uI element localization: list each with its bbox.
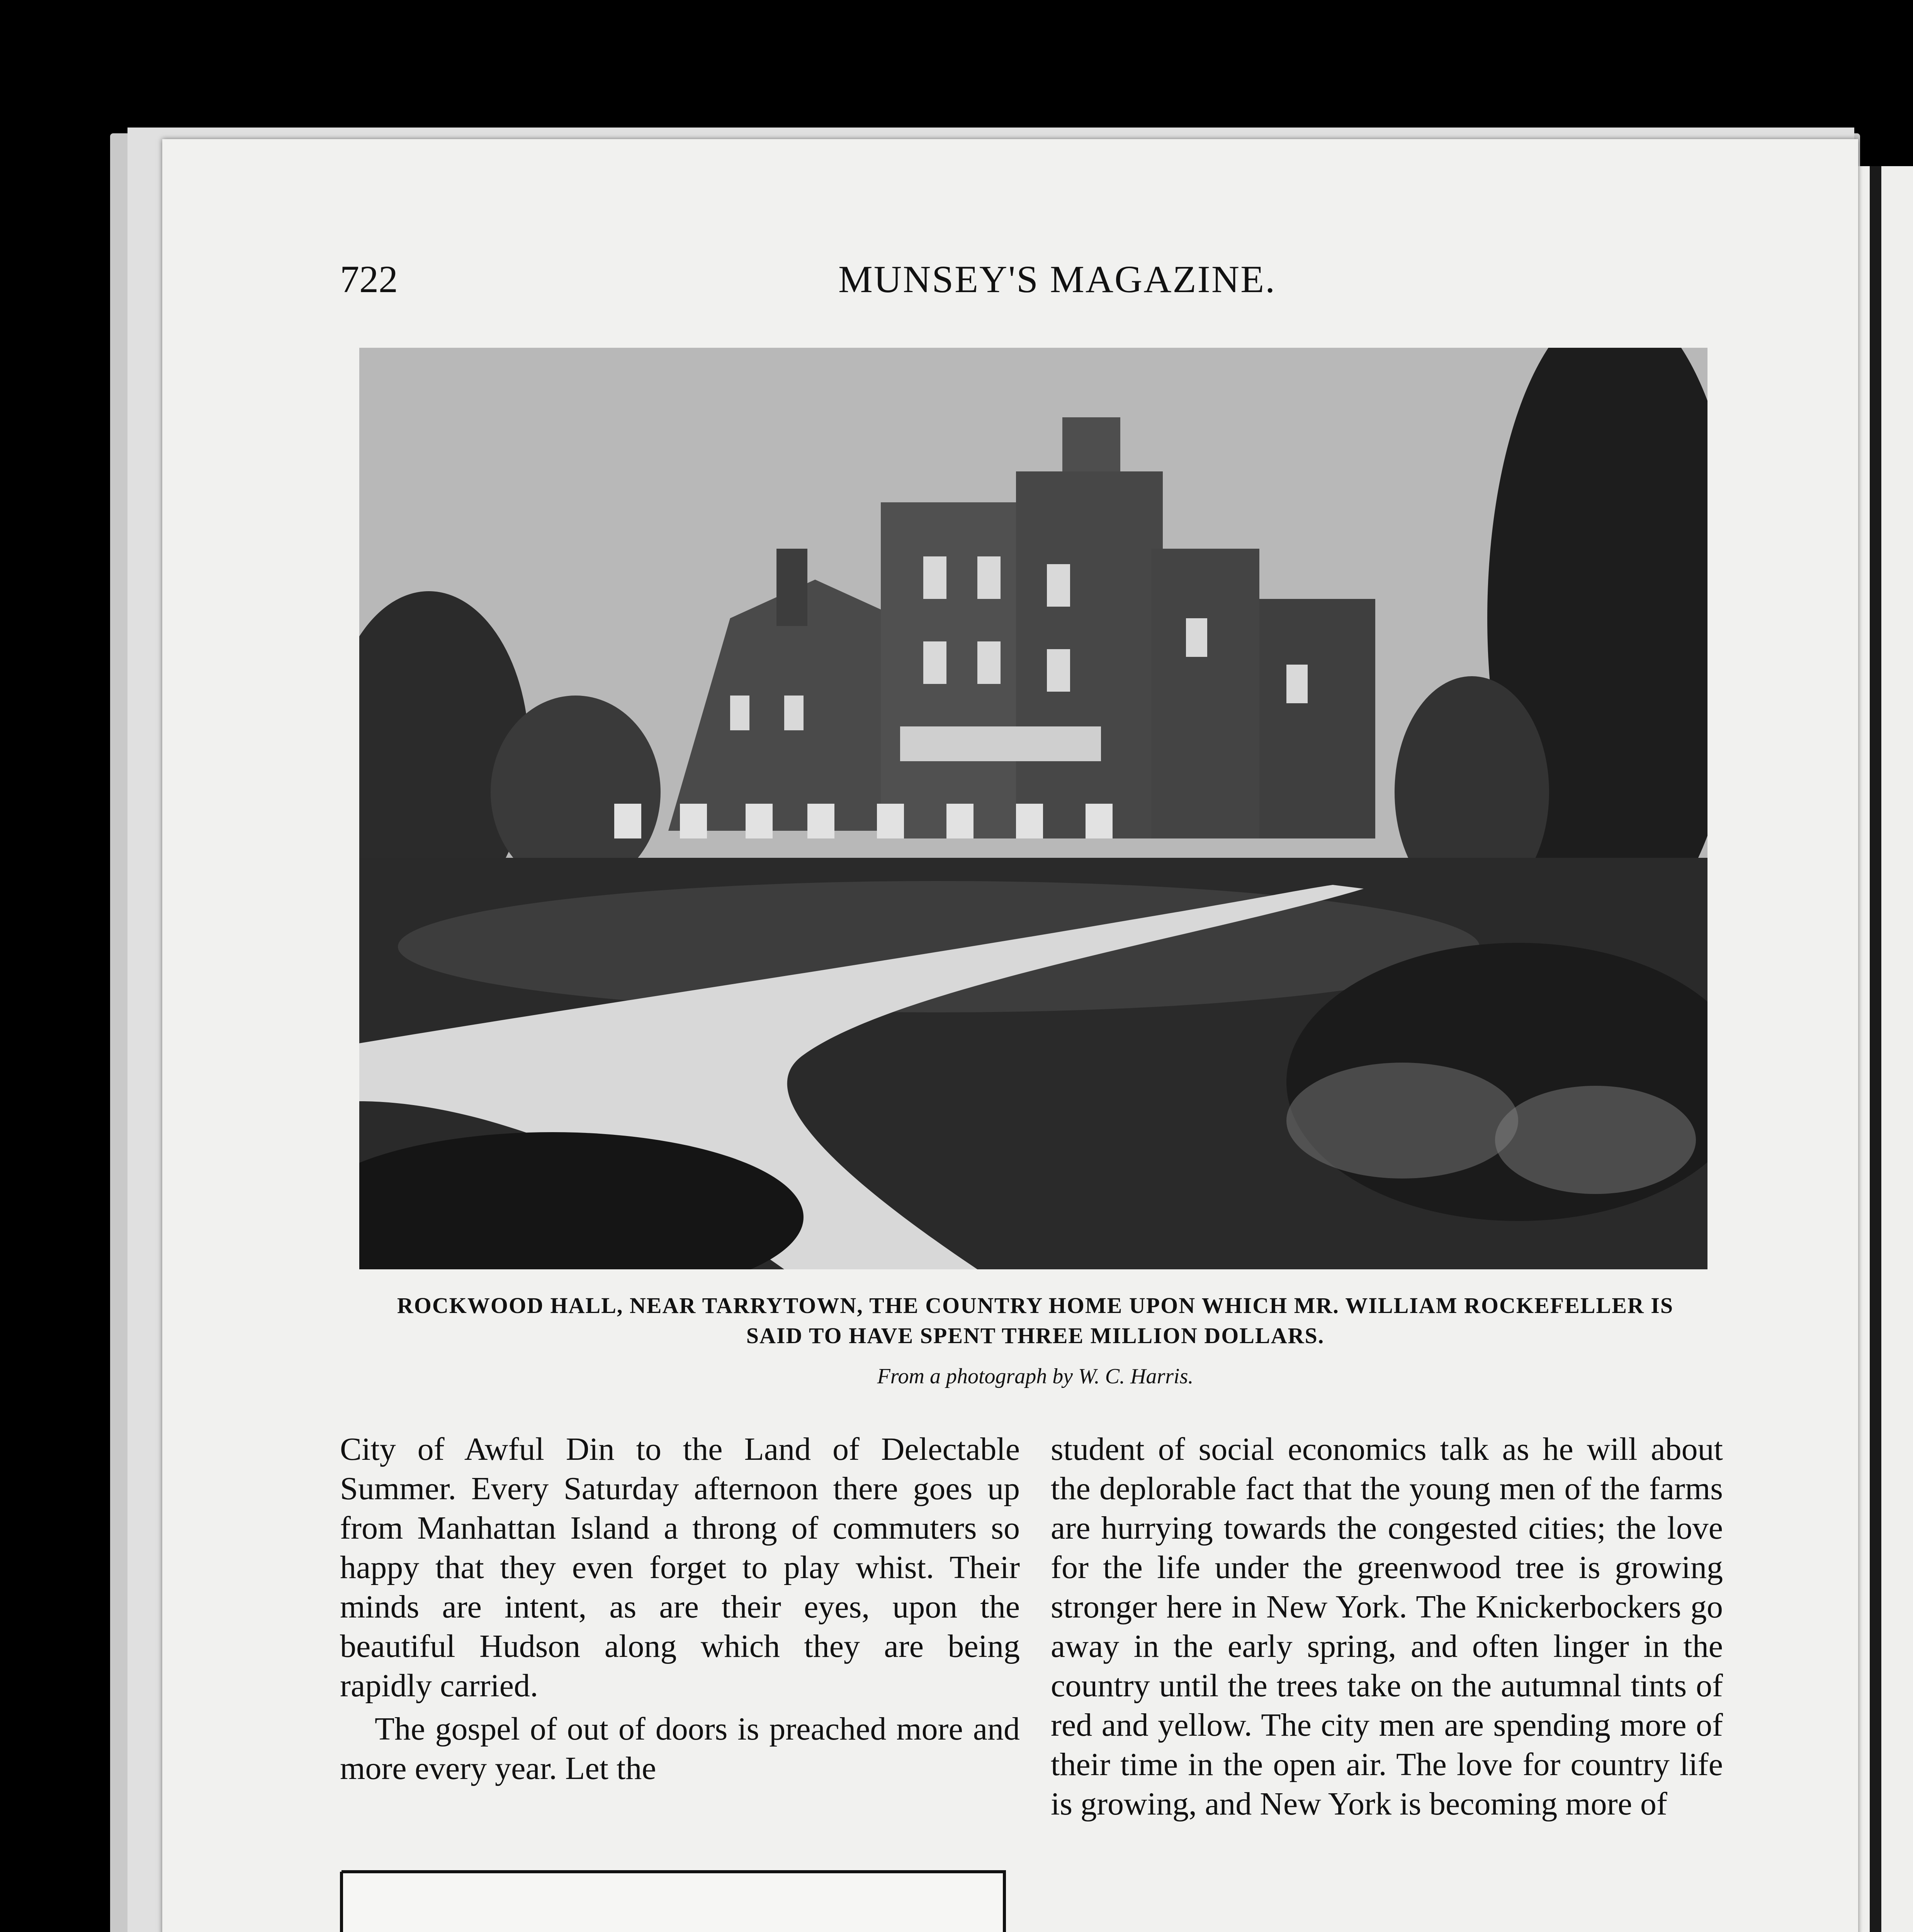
photo-caption-line-1: ROCKWOOD HALL, NEAR TARRYTOWN, THE COUNTRY HOME UPON WHICH MR. WILLIAM ROCKEFELLER IS xyxy=(397,1293,1674,1318)
facing-page xyxy=(1858,166,1913,1932)
text-column-right xyxy=(1051,1430,1723,1824)
text-column-left xyxy=(340,1430,1020,1788)
photo-credit: From a photograph by W. C. Harris. xyxy=(877,1364,1194,1388)
book-gutter xyxy=(1870,166,1881,1932)
body-paragraph: City of Awful Din to the Land of Delectable Summer. Every Saturday afternoon there goes up from Manhattan Island a throng of commuters so happy that they even forget to play whist. Their minds are intent, as are their eyes, upon the beautiful Hudson along which they are being rapidly carried. xyxy=(340,1431,1020,1704)
body-paragraph: student of social economics talk as he will about the deplorable fact that the young men of the farms are hurrying towards the congested cities; the love for the life under the greenwood tree is growing stronger here in New York. The Knickerbockers go away in the early spring, and often linger in the country until the trees take on the autumnal tints of red and yellow. The city men are spending more of their time in the open air. The love for country life is growing, and New York is becoming more of xyxy=(1051,1431,1723,1822)
page-number: 722 xyxy=(340,258,398,301)
villard-residence-drawing xyxy=(340,1870,1723,1932)
running-title: MUNSEY'S MAGAZINE. xyxy=(838,258,1276,301)
rockwood-hall-photograph xyxy=(359,348,1707,1269)
photo-caption xyxy=(340,1291,1731,1351)
photo-caption-line-2: SAID TO HAVE SPENT THREE MILLION DOLLARS. xyxy=(746,1323,1325,1348)
body-paragraph: The gospel of out of doors is preached more and more every year. Let the xyxy=(340,1711,1020,1786)
page-header xyxy=(340,257,1723,303)
